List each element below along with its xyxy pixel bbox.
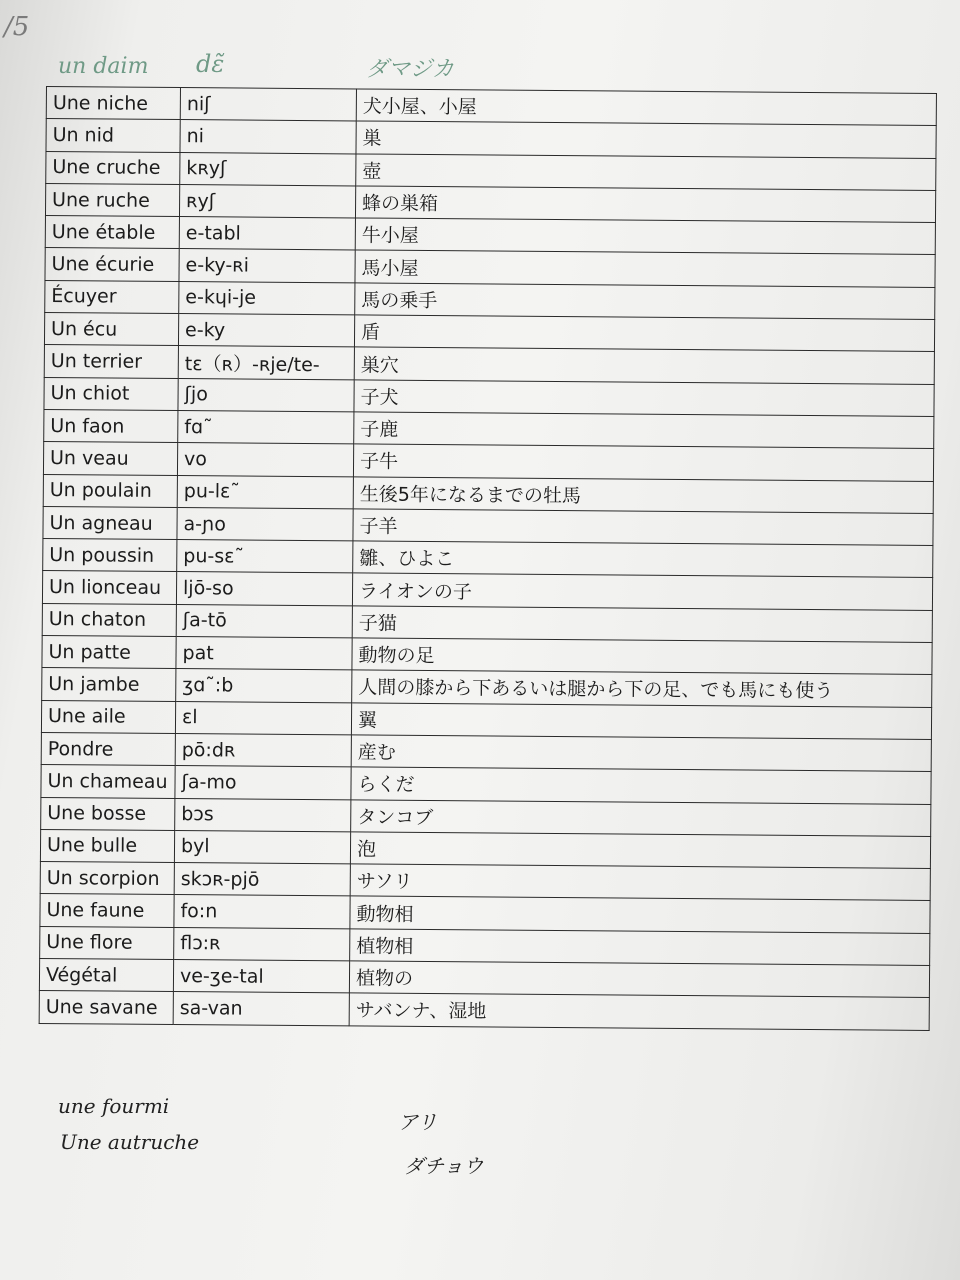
japanese-meaning-cell: 産む — [351, 735, 931, 772]
japanese-meaning-cell: 馬小屋 — [355, 250, 935, 287]
japanese-meaning-cell: 牛小屋 — [355, 218, 935, 255]
japanese-meaning-cell: 蜂の巣箱 — [355, 186, 935, 223]
japanese-meaning-cell: サバンナ、湿地 — [349, 993, 929, 1030]
japanese-meaning-cell: 巣穴 — [354, 347, 934, 384]
word-cell: Une étable — [45, 216, 179, 249]
word-cell: Un nid — [46, 119, 180, 152]
japanese-meaning-cell: 子羊 — [353, 509, 933, 546]
pronunciation-cell: bɔs — [175, 798, 351, 832]
pronunciation-cell: ve-ʒe-tal — [173, 960, 349, 994]
word-cell: Un patte — [42, 636, 176, 669]
japanese-meaning-cell: 動物の足 — [352, 638, 932, 675]
word-cell: Pondre — [41, 732, 175, 765]
word-cell: Écuyer — [45, 280, 179, 313]
pronunciation-cell: pu-lɛ˜ — [177, 475, 353, 509]
word-cell: Un chaton — [42, 603, 176, 636]
pronunciation-cell: ɛl — [175, 701, 351, 735]
pronunciation-cell: ʃjo — [178, 378, 354, 412]
word-cell: Un chameau — [41, 765, 175, 798]
word-cell: Une bosse — [41, 797, 175, 830]
word-cell: Un scorpion — [40, 862, 174, 895]
table-row — [39, 991, 929, 1030]
word-cell: Une faune — [40, 894, 174, 927]
word-cell: Un faon — [44, 409, 178, 442]
japanese-meaning-cell: ライオンの子 — [352, 573, 932, 610]
pronunciation-cell: pō:dʀ — [175, 733, 351, 767]
pronunciation-cell: ljō-so — [176, 572, 352, 606]
pronunciation-cell: ʀyʃ — [179, 184, 355, 218]
pronunciation-cell: sa-van — [173, 992, 349, 1026]
word-cell: Une bulle — [40, 829, 174, 862]
japanese-meaning-cell: 翼 — [351, 703, 931, 740]
pronunciation-cell: kʀyʃ — [180, 152, 356, 186]
handwritten-note-word-1: une fourmi — [58, 1094, 170, 1118]
word-cell: Un jambe — [42, 668, 176, 701]
pronunciation-cell: e-kɥi-je — [179, 281, 355, 315]
japanese-meaning-cell: サソリ — [350, 864, 930, 901]
pronunciation-cell: fɑ˜ — [178, 411, 354, 445]
vocabulary-sheet — [39, 86, 936, 1031]
word-cell: Un agneau — [43, 506, 177, 539]
word-cell: Un chiot — [44, 377, 178, 410]
handwritten-note-japanese-2: ダチョウ — [404, 1154, 484, 1178]
word-cell: Végétal — [39, 958, 173, 991]
pronunciation-cell: flɔ:ʀ — [174, 927, 350, 961]
japanese-meaning-cell: 雛、ひよこ — [353, 541, 933, 578]
pronunciation-cell: tɛ（ʀ）-ʀje/te- — [178, 346, 354, 380]
handwritten-header-ipa: dɛ̃ — [196, 50, 225, 78]
pronunciation-cell: fo:n — [174, 895, 350, 929]
word-cell: Un lionceau — [42, 571, 176, 604]
pronunciation-cell: e-ky-ʀi — [179, 249, 355, 283]
japanese-meaning-cell: 犬小屋、小屋 — [356, 89, 936, 126]
handwritten-note-japanese-1: アリ — [398, 1110, 438, 1134]
japanese-meaning-cell: 壺 — [356, 154, 936, 191]
japanese-meaning-cell: 泡 — [350, 832, 930, 869]
pronunciation-cell: skɔʀ-pjō — [174, 863, 350, 897]
pronunciation-cell: niʃ — [180, 88, 356, 122]
word-cell: Un terrier — [44, 345, 178, 378]
page-number-mark: /5 — [4, 12, 30, 42]
word-cell: Un poulain — [43, 474, 177, 507]
pronunciation-cell: ʃa-tō — [176, 604, 352, 638]
japanese-meaning-cell: 動物相 — [350, 896, 930, 933]
pronunciation-cell: byl — [174, 830, 350, 864]
japanese-meaning-cell: 植物相 — [350, 929, 930, 966]
japanese-meaning-cell: 子犬 — [354, 380, 934, 417]
japanese-meaning-cell: 馬の乗手 — [355, 283, 935, 320]
word-cell: Une savane — [39, 991, 173, 1024]
pronunciation-cell: ʒɑ˜:b — [176, 669, 352, 703]
pronunciation-cell: e-tabl — [179, 217, 355, 251]
japanese-meaning-cell: 子鹿 — [354, 412, 934, 449]
word-cell: Un écu — [44, 313, 178, 346]
japanese-meaning-cell: 生後5年になるまでの牡馬 — [353, 476, 933, 513]
pronunciation-cell: pat — [176, 637, 352, 671]
pronunciation-cell: ʃa-mo — [175, 766, 351, 800]
japanese-meaning-cell: 人間の膝から下あるいは腿から下の足、でも馬にも使う — [352, 670, 932, 707]
word-cell: Une flore — [40, 926, 174, 959]
vocabulary-table — [39, 86, 937, 1031]
japanese-meaning-cell: 子牛 — [353, 444, 933, 481]
pronunciation-cell: a-ɲo — [177, 507, 353, 541]
japanese-meaning-cell: らくだ — [351, 767, 931, 804]
word-cell: Une aile — [41, 700, 175, 733]
word-cell: Un veau — [43, 442, 177, 475]
handwritten-header-word: un daim — [58, 54, 149, 79]
pronunciation-cell: vo — [177, 443, 353, 477]
japanese-meaning-cell: 植物の — [349, 961, 929, 998]
japanese-meaning-cell: タンコブ — [351, 799, 931, 836]
japanese-meaning-cell: 盾 — [354, 315, 934, 352]
pronunciation-cell: ni — [180, 120, 356, 154]
word-cell: Une cruche — [46, 151, 180, 184]
handwritten-note-word-2: Une autruche — [60, 1130, 200, 1154]
japanese-meaning-cell: 巣 — [356, 121, 936, 158]
pronunciation-cell: e-ky — [178, 314, 354, 348]
pronunciation-cell: pu-sɛ˜ — [177, 540, 353, 574]
handwritten-header-japanese: ダマジカ — [366, 57, 455, 82]
japanese-meaning-cell: 子猫 — [352, 606, 932, 643]
word-cell: Un poussin — [43, 539, 177, 572]
word-cell: Une niche — [46, 87, 180, 120]
word-cell: Une ruche — [45, 183, 179, 216]
word-cell: Une écurie — [45, 248, 179, 281]
